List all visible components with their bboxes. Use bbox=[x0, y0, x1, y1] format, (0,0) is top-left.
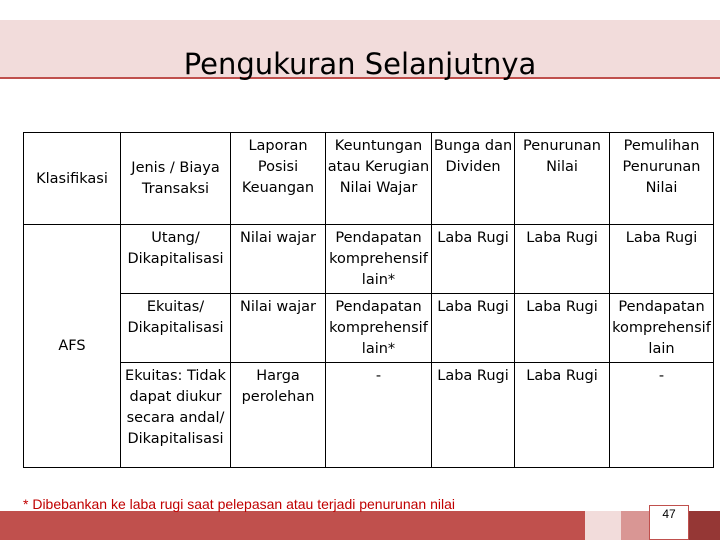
footer-square-light bbox=[585, 511, 621, 540]
table-cell: Pendapatan komprehensif lain* bbox=[326, 225, 432, 294]
table-header-row bbox=[24, 133, 714, 225]
header-cell: Penurunan Nilai bbox=[515, 133, 610, 225]
footnote: * Dibebankan ke laba rugi saat pelepasan atau terjadi penurunan nilai bbox=[23, 496, 455, 512]
slide-title: Pengukuran Selanjutnya bbox=[183, 47, 537, 81]
classification-cell: AFS bbox=[24, 225, 121, 468]
table-cell: Laba Rugi bbox=[515, 363, 610, 468]
table-cell: Nilai wajar bbox=[231, 225, 326, 294]
table-cell: Laba Rugi bbox=[432, 294, 515, 363]
header-cell: Jenis / Biaya Transaksi bbox=[121, 133, 231, 225]
table-cell: - bbox=[610, 363, 714, 468]
table-cell: Ekuitas/ Dikapitalisasi bbox=[121, 294, 231, 363]
table-row bbox=[24, 294, 714, 363]
table-cell: Pendapatan komprehensif lain* bbox=[326, 294, 432, 363]
page-number: 47 bbox=[662, 507, 676, 521]
table-row bbox=[24, 363, 714, 468]
table-cell: Laba Rugi bbox=[432, 225, 515, 294]
header-cell: Laporan Posisi Keuangan bbox=[231, 133, 326, 225]
table-row bbox=[24, 225, 714, 294]
table-cell: Laba Rugi bbox=[515, 294, 610, 363]
header-cell: Keuntungan atau Kerugian Nilai Wajar bbox=[326, 133, 432, 225]
table-cell: Pendapatan komprehensif lain bbox=[610, 294, 714, 363]
header-cell: Klasifikasi bbox=[24, 133, 121, 225]
table-cell: Laba Rugi bbox=[610, 225, 714, 294]
table-cell: - bbox=[326, 363, 432, 468]
footer-square-medium bbox=[621, 511, 649, 540]
table-cell: Laba Rugi bbox=[432, 363, 515, 468]
table-cell: Ekuitas: Tidak dapat diukur secara andal/ Dikapitalisasi bbox=[121, 363, 231, 468]
footer-square-dark bbox=[689, 511, 720, 540]
header-cell: Pemulihan Penurunan Nilai bbox=[610, 133, 714, 225]
measurement-table bbox=[23, 132, 714, 468]
header-cell: Bunga dan Dividen bbox=[432, 133, 515, 225]
table-cell: Nilai wajar bbox=[231, 294, 326, 363]
table-cell: Harga perolehan bbox=[231, 363, 326, 468]
table-cell: Laba Rugi bbox=[515, 225, 610, 294]
table-cell: Utang/ Dikapitalisasi bbox=[121, 225, 231, 294]
